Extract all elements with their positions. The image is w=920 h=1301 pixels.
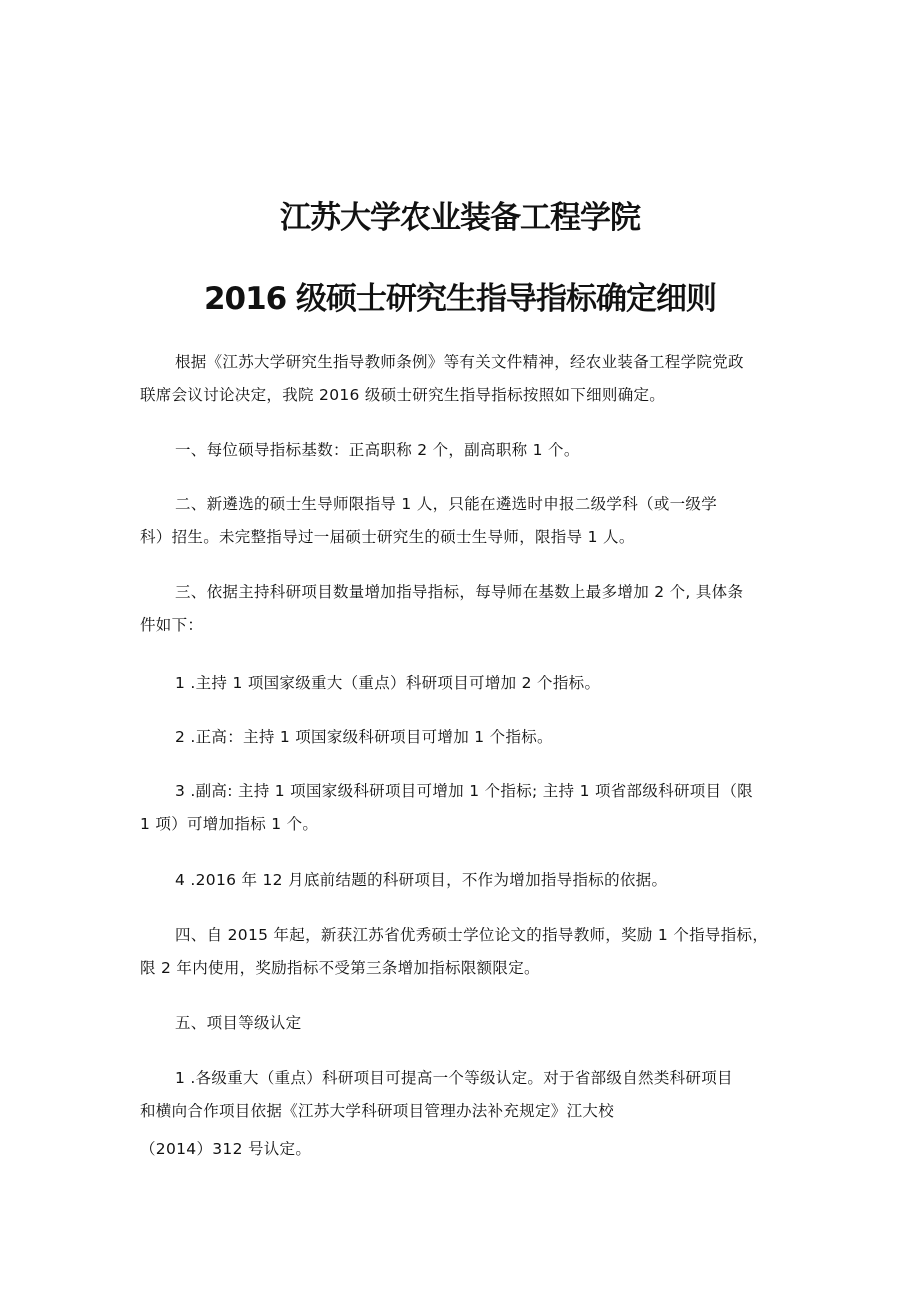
item-5-1-line-1: 1 .各级重大（重点）科研项目可提高一个等级认定。对于省部级自然类科研项目 [175, 1069, 733, 1087]
item-1: 一、每位硕导指标基数：正高职称 2 个，副高职称 1 个。 [175, 441, 580, 459]
item-3-3-line-1: 3 .副高: 主持 1 项国家级科研项目可增加 1 个指标; 主持 1 项省部级科研项目（限 [175, 782, 753, 800]
item-3-1: 1 .主持 1 项国家级重大（重点）科研项目可增加 2 个指标。 [175, 674, 601, 692]
item-5-1-line-2: 和横向合作项目依据《江苏大学科研项目管理办法补充规定》江大校 [140, 1102, 615, 1120]
item-5-heading: 五、项目等级认定 [175, 1014, 302, 1032]
item-3-4: 4 .2016 年 12 月底前结题的科研项目，不作为增加指导指标的依据。 [175, 871, 668, 889]
item-4-line-1: 四、自 2015 年起，新获江苏省优秀硕士学位论文的指导教师，奖励 1 个指导指标， [175, 926, 769, 944]
item-4-line-2: 限 2 年内使用，奖励指标不受第三条增加指标限额限定。 [140, 959, 540, 977]
item-5-1-line-3: （2014）312 号认定。 [140, 1140, 312, 1158]
item-3-2: 2 .正高：主持 1 项国家级科研项目可增加 1 个指标。 [175, 728, 553, 746]
document-title: 江苏大学农业装备工程学院 [280, 200, 640, 236]
intro-line-2: 联席会议讨论决定，我院 2016 级硕士研究生指导指标按照如下细则确定。 [140, 386, 666, 404]
document-subtitle: 2016 级硕士研究生指导指标确定细则 [203, 281, 717, 317]
item-3-line-2: 件如下： [140, 616, 204, 634]
item-3-line-1: 三、依据主持科研项目数量增加指导指标，每导师在基数上最多增加 2 个, 具体条 [175, 583, 744, 601]
intro-line-1: 根据《江苏大学研究生指导教师条例》等有关文件精神，经农业装备工程学院党政 [175, 353, 744, 371]
item-2-line-1: 二、新遴选的硕士生导师限指导 1 人，只能在遴选时申报二级学科（或一级学 [175, 495, 718, 513]
item-2-line-2: 科）招生。未完整指导过一届硕士研究生的硕士生导师，限指导 1 人。 [140, 528, 635, 546]
item-3-3-line-2: 1 项）可增加指标 1 个。 [140, 815, 319, 833]
